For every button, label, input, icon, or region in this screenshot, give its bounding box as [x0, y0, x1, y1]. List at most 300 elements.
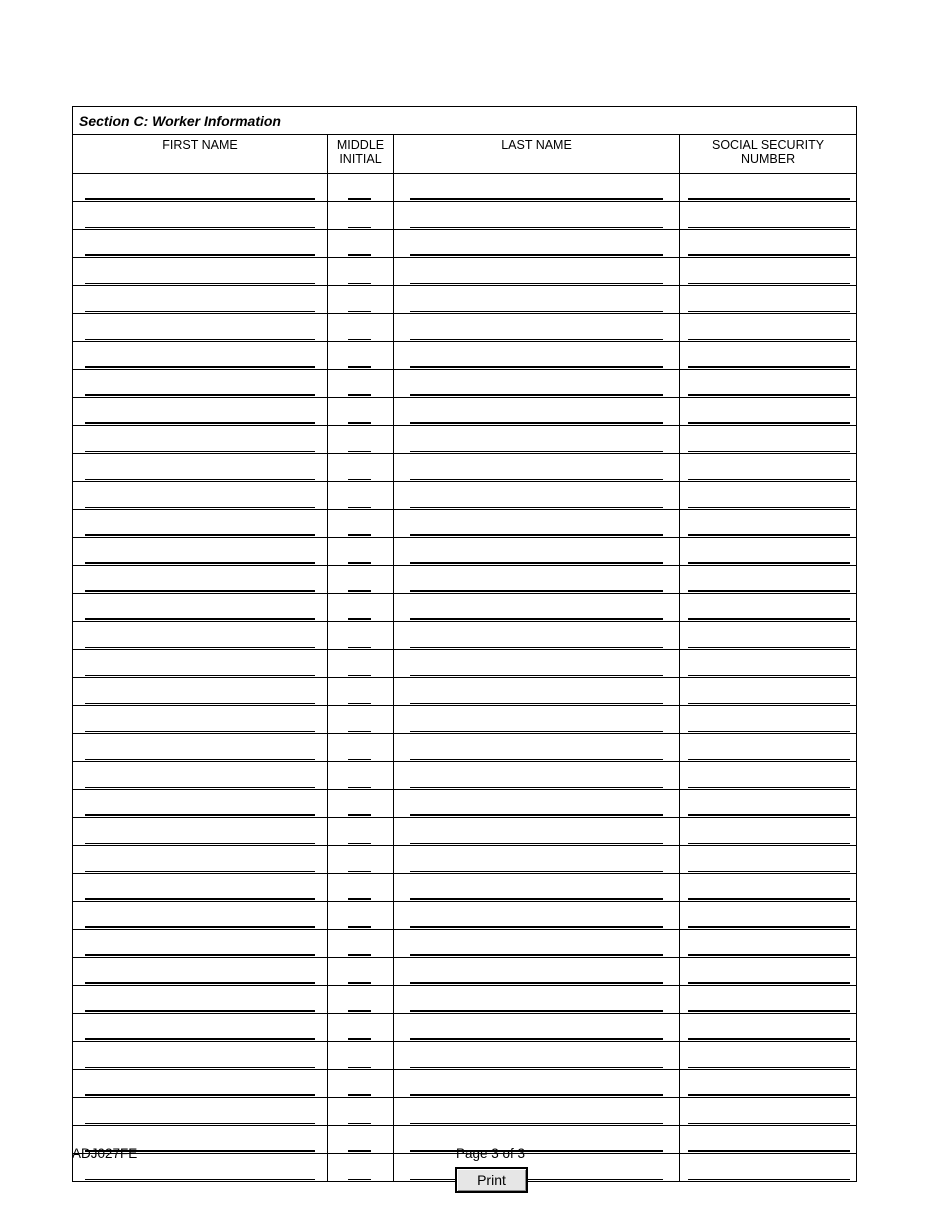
ssn-field[interactable]: [680, 902, 857, 930]
worker-row: [73, 398, 857, 426]
first-name-field-underline: [85, 1123, 315, 1124]
last-name-field-underline: [410, 422, 663, 424]
ssn-field[interactable]: [680, 370, 857, 398]
first-name-field-underline: [85, 871, 315, 872]
ssn-field[interactable]: [680, 986, 857, 1014]
worker-row: [73, 370, 857, 398]
last-name-field-underline: [410, 394, 663, 396]
middle-initial-field-underline: [348, 898, 371, 900]
middle-initial-field[interactable]: [328, 370, 394, 398]
middle-initial-field[interactable]: [328, 790, 394, 818]
ssn-field[interactable]: [680, 846, 857, 874]
first-name-field-underline: [85, 647, 315, 648]
first-name-field[interactable]: [73, 1042, 328, 1070]
last-name-field-underline: [410, 759, 663, 760]
worker-row: [73, 174, 857, 202]
ssn-field[interactable]: [680, 286, 857, 314]
middle-initial-field[interactable]: [328, 958, 394, 986]
last-name-field[interactable]: [394, 650, 680, 678]
middle-initial-field-underline: [348, 451, 371, 452]
worker-row: [73, 202, 857, 230]
middle-initial-field[interactable]: [328, 258, 394, 286]
ssn-field-underline: [688, 787, 850, 788]
last-name-field-underline: [410, 618, 663, 620]
ssn-field[interactable]: [680, 314, 857, 342]
ssn-field-underline: [688, 731, 850, 732]
first-name-field[interactable]: [73, 1014, 328, 1042]
last-name-field[interactable]: [394, 706, 680, 734]
ssn-field[interactable]: [680, 818, 857, 846]
first-name-field-underline: [85, 254, 315, 256]
first-name-field[interactable]: [73, 734, 328, 762]
first-name-field[interactable]: [73, 482, 328, 510]
ssn-field-underline: [688, 1010, 850, 1012]
last-name-field-underline: [410, 311, 663, 312]
last-name-field[interactable]: [394, 370, 680, 398]
first-name-header: [73, 135, 328, 174]
middle-initial-field-underline: [348, 871, 371, 872]
ssn-field-underline: [688, 254, 850, 256]
worker-row: [73, 1070, 857, 1098]
middle-initial-field-underline: [348, 339, 371, 340]
first-name-field[interactable]: [73, 958, 328, 986]
first-name-field-underline: [85, 898, 315, 900]
ssn-field-underline: [688, 703, 850, 704]
middle-initial-field-underline: [348, 1038, 371, 1040]
middle-initial-field[interactable]: [328, 286, 394, 314]
first-name-field[interactable]: [73, 874, 328, 902]
middle-initial-field[interactable]: [328, 202, 394, 230]
first-name-field[interactable]: [73, 174, 328, 202]
ssn-field-underline: [688, 1038, 850, 1040]
middle-initial-field-underline: [348, 254, 371, 256]
middle-initial-field[interactable]: [328, 902, 394, 930]
worker-row: [73, 650, 857, 678]
ssn-field[interactable]: [680, 1042, 857, 1070]
first-name-field-underline: [85, 787, 315, 788]
ssn-field[interactable]: [680, 594, 857, 622]
ssn-field-underline: [688, 283, 850, 284]
worker-row: [73, 986, 857, 1014]
middle-initial-field[interactable]: [328, 510, 394, 538]
worker-row: [73, 1098, 857, 1126]
first-name-field-underline: [85, 1038, 315, 1040]
last-name-field[interactable]: [394, 482, 680, 510]
last-name-field[interactable]: [394, 426, 680, 454]
ssn-field-underline: [688, 647, 850, 648]
first-name-field[interactable]: [73, 342, 328, 370]
last-name-field-underline: [410, 1094, 663, 1096]
middle-initial-field-underline: [348, 703, 371, 704]
first-name-field[interactable]: [73, 510, 328, 538]
middle-initial-field-underline: [348, 843, 371, 844]
middle-initial-field[interactable]: [328, 454, 394, 482]
middle-initial-field-underline: [348, 1010, 371, 1012]
first-name-field-underline: [85, 954, 315, 956]
worker-row: [73, 958, 857, 986]
last-name-field-underline: [410, 1150, 663, 1152]
ssn-field-underline: [688, 1094, 850, 1096]
middle-initial-field[interactable]: [328, 1042, 394, 1070]
last-name-field[interactable]: [394, 342, 680, 370]
last-name-field[interactable]: [394, 1154, 680, 1182]
ssn-header-line1: SOCIAL SECURITY: [711, 138, 825, 152]
worker-row: [73, 1042, 857, 1070]
first-name-field-underline: [85, 1067, 315, 1068]
middle-initial-field[interactable]: [328, 566, 394, 594]
middle-initial-field[interactable]: [328, 1154, 394, 1182]
first-name-field-underline: [85, 507, 315, 508]
first-name-field[interactable]: [73, 230, 328, 258]
middle-initial-field[interactable]: [328, 678, 394, 706]
middle-initial-field-underline: [348, 590, 371, 592]
last-name-field-underline: [410, 647, 663, 648]
last-name-field-underline: [410, 871, 663, 872]
middle-initial-field[interactable]: [328, 482, 394, 510]
first-name-field[interactable]: [73, 622, 328, 650]
middle-initial-field-underline: [348, 926, 371, 928]
ssn-field-underline: [688, 339, 850, 340]
ssn-field[interactable]: [680, 930, 857, 958]
middle-initial-field[interactable]: [328, 734, 394, 762]
ssn-field[interactable]: [680, 538, 857, 566]
first-name-field[interactable]: [73, 258, 328, 286]
last-name-field-underline: [410, 534, 663, 536]
ssn-field[interactable]: [680, 958, 857, 986]
page-number: Page 3 of 3: [456, 1146, 526, 1161]
middle-initial-field-underline: [348, 198, 371, 200]
ssn-field-underline: [688, 507, 850, 508]
middle-initial-field[interactable]: [328, 986, 394, 1014]
middle-initial-field-underline: [348, 675, 371, 676]
last-name-field[interactable]: [394, 1042, 680, 1070]
ssn-field-underline: [688, 1179, 850, 1180]
middle-initial-field-underline: [348, 1179, 371, 1180]
last-name-field-underline: [410, 451, 663, 452]
first-name-field[interactable]: [73, 594, 328, 622]
first-name-field-underline: [85, 731, 315, 732]
last-name-field[interactable]: [394, 258, 680, 286]
section-title: Section C: Worker Information: [73, 107, 857, 135]
last-name-field-underline: [410, 366, 663, 368]
worker-row: [73, 538, 857, 566]
ssn-field-underline: [688, 871, 850, 872]
worker-row: [73, 902, 857, 930]
ssn-field-underline: [688, 562, 850, 564]
middle-initial-field[interactable]: [328, 1070, 394, 1098]
middle-initial-field[interactable]: [328, 846, 394, 874]
ssn-field-underline: [688, 898, 850, 900]
first-name-field[interactable]: [73, 398, 328, 426]
worker-row: [73, 1014, 857, 1042]
middle-initial-field[interactable]: [328, 174, 394, 202]
worker-row: [73, 426, 857, 454]
worker-row: [73, 314, 857, 342]
last-name-field[interactable]: [394, 566, 680, 594]
ssn-field-underline: [688, 759, 850, 760]
first-name-field[interactable]: [73, 986, 328, 1014]
middle-initial-field-underline: [348, 1150, 371, 1152]
middle-initial-field-underline: [348, 394, 371, 396]
ssn-field[interactable]: [680, 790, 857, 818]
ssn-field[interactable]: [680, 426, 857, 454]
last-name-field[interactable]: [394, 1098, 680, 1126]
first-name-field[interactable]: [73, 790, 328, 818]
ssn-field[interactable]: [680, 482, 857, 510]
ssn-field[interactable]: [680, 650, 857, 678]
middle-initial-field[interactable]: [328, 1126, 394, 1154]
last-name-field[interactable]: [394, 762, 680, 790]
first-name-field-underline: [85, 618, 315, 620]
last-name-field[interactable]: [394, 594, 680, 622]
middle-initial-field-underline: [348, 1123, 371, 1124]
last-name-field[interactable]: [394, 678, 680, 706]
last-name-field[interactable]: [394, 846, 680, 874]
first-name-field-underline: [85, 562, 315, 564]
first-name-header-label: FIRST NAME: [162, 138, 238, 152]
last-name-field-underline: [410, 1179, 663, 1180]
last-name-field[interactable]: [394, 986, 680, 1014]
first-name-field-underline: [85, 422, 315, 424]
middle-initial-field-underline: [348, 759, 371, 760]
worker-row: [73, 790, 857, 818]
last-name-field-underline: [410, 1010, 663, 1012]
middle-initial-field[interactable]: [328, 1014, 394, 1042]
first-name-field[interactable]: [73, 202, 328, 230]
first-name-field-underline: [85, 479, 315, 480]
last-name-field-underline: [410, 339, 663, 340]
ssn-field[interactable]: [680, 342, 857, 370]
last-name-field-underline: [410, 1123, 663, 1124]
first-name-field-underline: [85, 451, 315, 452]
ssn-field[interactable]: [680, 258, 857, 286]
ssn-field-underline: [688, 843, 850, 844]
middle-initial-field[interactable]: [328, 314, 394, 342]
first-name-field-underline: [85, 843, 315, 844]
ssn-field[interactable]: [680, 1154, 857, 1182]
ssn-field[interactable]: [680, 510, 857, 538]
worker-row: [73, 818, 857, 846]
form-code: ADJ027FE: [72, 1146, 138, 1161]
ssn-field[interactable]: [680, 1126, 857, 1154]
last-name-field-underline: [410, 787, 663, 788]
first-name-field[interactable]: [73, 706, 328, 734]
middle-initial-field-underline: [348, 647, 371, 648]
first-name-field[interactable]: [73, 930, 328, 958]
ssn-field[interactable]: [680, 230, 857, 258]
last-name-field[interactable]: [394, 174, 680, 202]
last-name-field-underline: [410, 254, 663, 256]
ssn-field-underline: [688, 311, 850, 312]
first-name-field-underline: [85, 982, 315, 984]
middle-initial-field-underline: [348, 1094, 371, 1096]
last-name-field[interactable]: [394, 958, 680, 986]
first-name-field[interactable]: [73, 538, 328, 566]
ssn-field-underline: [688, 366, 850, 368]
worker-row: [73, 230, 857, 258]
worker-row: [73, 286, 857, 314]
middle-initial-field[interactable]: [328, 930, 394, 958]
middle-initial-field-underline: [348, 618, 371, 620]
first-name-field[interactable]: [73, 818, 328, 846]
last-name-field-underline: [410, 479, 663, 480]
worker-row: [73, 454, 857, 482]
last-name-field-underline: [410, 731, 663, 732]
ssn-field[interactable]: [680, 1070, 857, 1098]
first-name-field[interactable]: [73, 650, 328, 678]
middle-initial-field[interactable]: [328, 762, 394, 790]
first-name-field[interactable]: [73, 314, 328, 342]
last-name-field-underline: [410, 898, 663, 900]
ssn-field-underline: [688, 422, 850, 424]
middle-initial-field-underline: [348, 954, 371, 956]
ssn-field[interactable]: [680, 202, 857, 230]
last-name-field-underline: [410, 198, 663, 200]
middle-initial-field[interactable]: [328, 650, 394, 678]
first-name-field[interactable]: [73, 566, 328, 594]
middle-initial-header-line1: MIDDLE: [336, 138, 385, 152]
last-name-field[interactable]: [394, 398, 680, 426]
ssn-field[interactable]: [680, 706, 857, 734]
last-name-field[interactable]: [394, 1014, 680, 1042]
middle-initial-field-underline: [348, 731, 371, 732]
ssn-field-underline: [688, 1123, 850, 1124]
last-name-field-underline: [410, 675, 663, 676]
worker-row: [73, 874, 857, 902]
last-name-field[interactable]: [394, 538, 680, 566]
first-name-field-underline: [85, 759, 315, 760]
middle-initial-field[interactable]: [328, 874, 394, 902]
last-name-field-underline: [410, 703, 663, 704]
first-name-field-underline: [85, 1179, 315, 1180]
middle-initial-field[interactable]: [328, 1098, 394, 1126]
first-name-field[interactable]: [73, 1098, 328, 1126]
first-name-field[interactable]: [73, 902, 328, 930]
last-name-field[interactable]: [394, 202, 680, 230]
middle-initial-field-underline: [348, 283, 371, 284]
middle-initial-field[interactable]: [328, 594, 394, 622]
worker-row: [73, 258, 857, 286]
worker-row: [73, 342, 857, 370]
middle-initial-header: [328, 135, 394, 174]
last-name-field-underline: [410, 814, 663, 816]
ssn-field-underline: [688, 954, 850, 956]
worker-row: [73, 482, 857, 510]
ssn-header: [680, 135, 857, 174]
middle-initial-field-underline: [348, 787, 371, 788]
ssn-field[interactable]: [680, 1014, 857, 1042]
first-name-field[interactable]: [73, 846, 328, 874]
first-name-field-underline: [85, 227, 315, 228]
last-name-field[interactable]: [394, 230, 680, 258]
last-name-field[interactable]: [394, 1070, 680, 1098]
last-name-field[interactable]: [394, 874, 680, 902]
ssn-field-underline: [688, 227, 850, 228]
ssn-field[interactable]: [680, 874, 857, 902]
last-name-field-underline: [410, 926, 663, 928]
ssn-field[interactable]: [680, 454, 857, 482]
last-name-field[interactable]: [394, 286, 680, 314]
last-name-field[interactable]: [394, 818, 680, 846]
first-name-field[interactable]: [73, 678, 328, 706]
middle-initial-field[interactable]: [328, 426, 394, 454]
middle-initial-field-underline: [348, 982, 371, 984]
middle-initial-field[interactable]: [328, 342, 394, 370]
last-name-field-underline: [410, 227, 663, 228]
print-button[interactable]: Print: [455, 1167, 528, 1193]
first-name-field[interactable]: [73, 762, 328, 790]
last-name-field[interactable]: [394, 734, 680, 762]
first-name-field-underline: [85, 339, 315, 340]
middle-initial-field-underline: [348, 534, 371, 536]
ssn-field-underline: [688, 1150, 850, 1152]
first-name-field[interactable]: [73, 286, 328, 314]
ssn-field[interactable]: [680, 566, 857, 594]
last-name-field[interactable]: [394, 622, 680, 650]
ssn-field-underline: [688, 814, 850, 816]
middle-initial-field-underline: [348, 507, 371, 508]
middle-initial-field[interactable]: [328, 818, 394, 846]
ssn-field[interactable]: [680, 1098, 857, 1126]
ssn-field-underline: [688, 198, 850, 200]
middle-initial-field-underline: [348, 227, 371, 228]
middle-initial-field[interactable]: [328, 398, 394, 426]
middle-initial-header-line2: INITIAL: [339, 152, 382, 166]
last-name-field-underline: [410, 954, 663, 956]
first-name-field[interactable]: [73, 426, 328, 454]
middle-initial-field-underline: [348, 814, 371, 816]
ssn-field[interactable]: [680, 762, 857, 790]
first-name-field-underline: [85, 703, 315, 704]
worker-rows: [73, 174, 857, 1182]
first-name-field[interactable]: [73, 1070, 328, 1098]
ssn-field[interactable]: [680, 398, 857, 426]
last-name-field[interactable]: [394, 902, 680, 930]
middle-initial-field-underline: [348, 366, 371, 368]
first-name-field[interactable]: [73, 370, 328, 398]
middle-initial-field-underline: [348, 311, 371, 312]
first-name-field-underline: [85, 926, 315, 928]
ssn-field[interactable]: [680, 174, 857, 202]
last-name-field[interactable]: [394, 930, 680, 958]
worker-row: [73, 930, 857, 958]
worker-row: [73, 510, 857, 538]
last-name-field-underline: [410, 562, 663, 564]
last-name-field[interactable]: [394, 454, 680, 482]
ssn-field-underline: [688, 479, 850, 480]
worker-row: [73, 762, 857, 790]
last-name-field[interactable]: [394, 314, 680, 342]
last-name-field-underline: [410, 843, 663, 844]
middle-initial-field[interactable]: [328, 622, 394, 650]
ssn-field[interactable]: [680, 734, 857, 762]
last-name-field-underline: [410, 507, 663, 508]
last-name-field[interactable]: [394, 510, 680, 538]
middle-initial-field[interactable]: [328, 706, 394, 734]
last-name-field[interactable]: [394, 1126, 680, 1154]
worker-row: [73, 678, 857, 706]
ssn-field[interactable]: [680, 622, 857, 650]
first-name-field[interactable]: [73, 454, 328, 482]
middle-initial-field[interactable]: [328, 538, 394, 566]
middle-initial-field[interactable]: [328, 230, 394, 258]
ssn-field[interactable]: [680, 678, 857, 706]
last-name-field[interactable]: [394, 790, 680, 818]
first-name-field-underline: [85, 534, 315, 536]
first-name-field-underline: [85, 198, 315, 200]
worker-row: [73, 622, 857, 650]
first-name-field-underline: [85, 311, 315, 312]
